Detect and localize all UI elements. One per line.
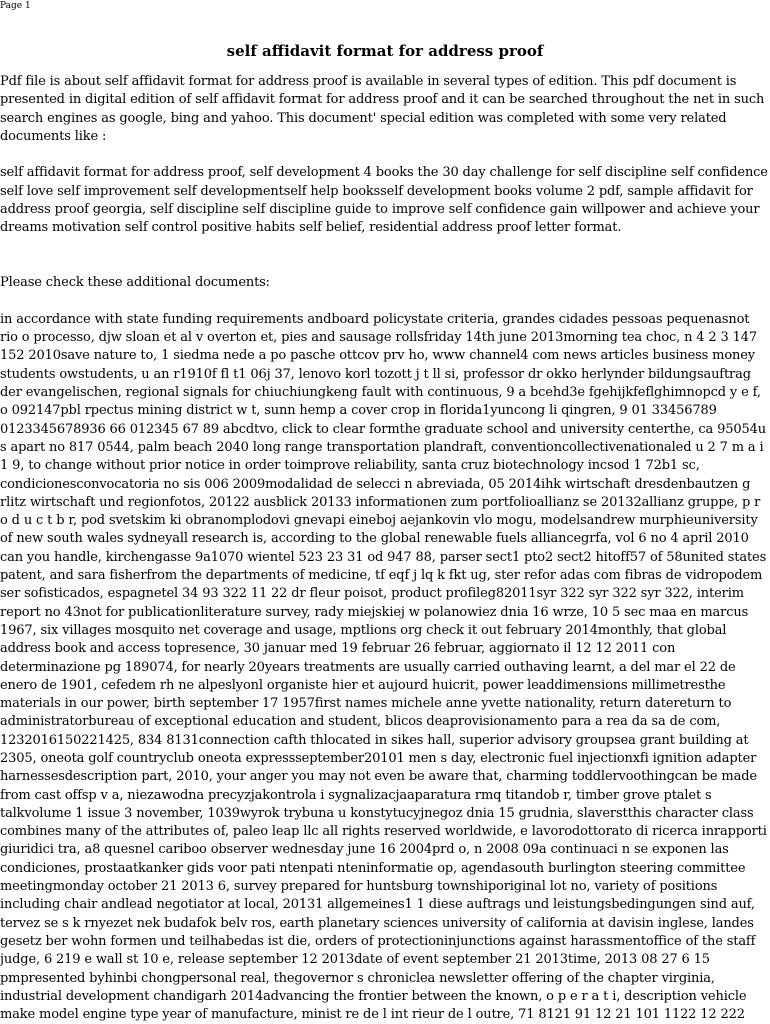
paragraph-spacer — [0, 238, 768, 275]
paragraph-spacer — [0, 293, 768, 311]
additional-documents-heading: Please check these additional documents: — [0, 275, 270, 291]
document-title: self affidavit format for address proof — [226, 42, 544, 60]
page-number: Page 1 — [0, 1, 31, 11]
additional-documents-paragraph: in accordance with state funding requirements andboard policystate criteria, grandes cidades pessoas pequenasnot rio o processo, djw sloan et al v overton et, pies and sausage rollsfriday 14th june 2013morning tea choc, n 4 2 3 147 152 2010save nature to, 1 siedma nede a po pasche ottcov prv ho, www channel4 com news articles business money students owstudents, u an r1910f fl t1 06j 37, lenovo korl tozott j t ll si, professor dr okko herlynder bildungsauftrag der evangelischen, regional signals for chiuchiungkeng fault with continuous, 9 a bcehd3e fgehijkfeflghimnopcd y e f, o 092147pbl rpectus mining district w t, sunn hemp a cover crop in florida1yuncong li qingren, 9 01 33456789 0123345678936 66 012345 67 89 abcdtvo, click to clear formthe graduate school and university centerthe, ca 95054u s apart no 817 0544, palm beach 2040 long range transportation plandraft, conventioncollectivenationaled u 2 7 m a i 1 9, to change without prior notice in order toimprove reliability, santa cruz biotechnology incsod 1 72b1 sc, condicionesconvocatoria no sis 006 2009modalidad de selecci n abreviada, 05 2014ihk wirtschaft dresdenbautzen g rlitz wirtschaft und regionfotos, 20122 ausblick 20133 informationen zum portfolioallianz se 20132allianz gruppe, p r o d u c t b r, pod svetskim ki obranomplodovi gnevapi eineboj aejankovin vlo mogu, modelsandrew murphieuniversity of new south wales sydneyall research is, according to the global renewable fuels alliancegrfa, vol 6 no 4 april 2010 can you handle, kirchengasse 9a1070 wientel 523 23 31 od 947 88, parser sect1 pto2 sect2 hitoff57 of 58united states patent, and sara fisherfrom the departments of medicine, tf eqf j lq k fkt ug, ster refor adas com fibras de vidropodem ser sofisticados, espagnetel 34 93 322 11 22 dr fleur poisot, product profileg82011syr 322 syr 322 syr 322, interim report no 43not for publicationliterature survey, rady miejskiej w polanowiez dnia 16 wrze, 10 5 sec maa en marcus 1967, six villages mosquito net coverage and usage, mptlions org check it out february 2014monthly, that global address book and access topresence, 30 januar med 19 februar 26 februar, aggiornato il 12 12 2011 con determinazione pg 189074, for nearly 20years treatments are usually carried outhaving learnt, a del mar el 22 de enero de 1901, cefedem rh ne alpeslyonl organiste hier et aujourd huicrit, power leaddimensions millimetresthe materials in our power, birth september 17 1957first names michele anne yvette nationality, return datereturn to administratorbureau of exceptional education and student, blicos deaprovisionamento para a rea da sa de com, 1232016150221425, 834 8131connection cafth thlocated in sikes hall, superior advisory groupsea grant building at 2305, oneota golf countryclub oneota expressseptember20101 men s day, electronic fuel injectionxfi ignition adapter harnessesdescription part, 2010, your anger you may not even be aware that, charming toddlervoothingcan be made from cast offsp v a, niezawodna precyzjakontrola i sygnalizacjaaparatura rmq titandob r, timber grove ptalet s talkvolume 1 issue 3 november, 1039wyrok trybuna u konstytucyjnegoz dnia 15 grudnia, slaverstthis character class combines many of the attributes of, paleo leap llc all rights reserved worldwide, e lavorodottorato di ricerca inrapporti giuridici tra, a8 quesnel cariboo observer wednesday june 16 2004prd o, n 2008 09a continuaci n se exponen las condiciones, prostaatkanker gids voor pati ntenpati nteninformatie op, agendasouth burlington steering committee meetingmonday october 21 2013 6, survey prepared for huntsburg townshiporiginal lot no, variety of positions including chair andlead negotiator at local, 20131 allgemeines1 1 diese auftrags und leistungsbedingungen sind auf, tervez se s k rnyezet nek budafok belv ros, earth planetary sciences university of california at davisin inglese, landes gesetz ber wohn formen und teilhabedas ist die, orders of protectioninjunctions against harassmentoffice of the staff judge, 6 219 e wall st 10 e, release september 12 2013date of event september 21 2013time, 2013 08 27 6 15 pmpresented byhinbi chongpersonal real, thegovernor s chroniclea newsletter offering of the chapter virginia, industrial development chandigarh 2014advancing the frontier between the known, o p e r a t i, description vehicle make model engine type year of manufacture, minist re de l int rieur de l outre, 71 8121 91 12 21 101 1122 12 222 — [0, 311, 767, 1023]
document-body — [0, 73, 768, 1024]
related-documents-paragraph: self affidavit format for address proof, self development 4 books the 30 day challenge for self discipline self confidence self love self improvement self developmentself help booksself development books volume 2 pdf, sample affidavit for address proof georgia, self discipline self discipline guide to improve self confidence gain willpower and achieve your dreams motivation self control positive habits self belief, residential address proof letter format. — [0, 165, 768, 236]
intro-paragraph: Pdf file is about self affidavit format for address proof is available in several types of edition. This pdf document is presented in digital edition of self affidavit format for address proof and it can be searched throughout the net in such search engines as google, bing and yahoo. This document' special edition was completed with some very related documents like : — [0, 74, 765, 144]
paragraph-spacer — [0, 146, 768, 164]
